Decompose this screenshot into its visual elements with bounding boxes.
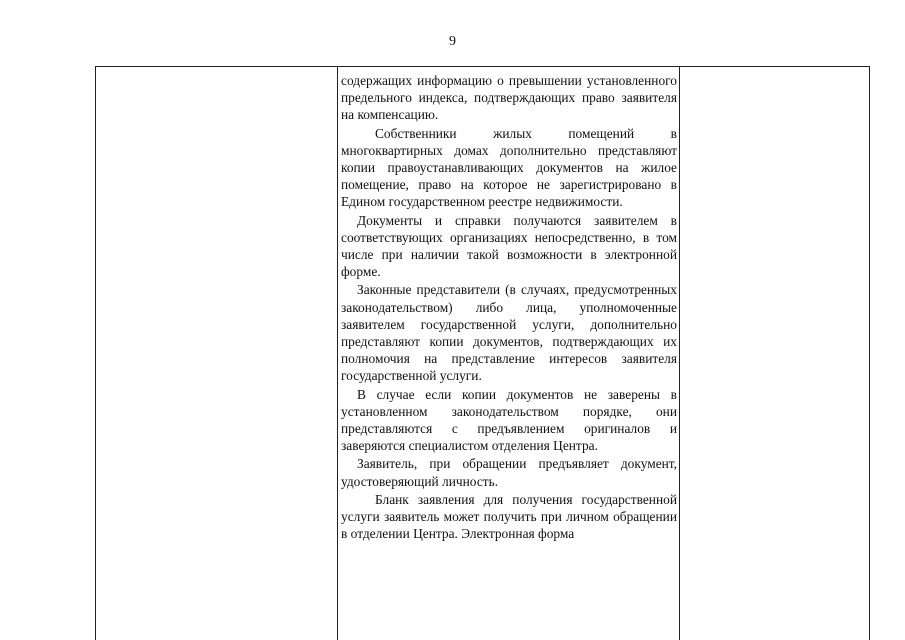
table-cell-middle [341, 72, 677, 543]
paragraph-identity: Заявитель, при обращении предъявляет документ, удостоверяющий личность. [341, 456, 677, 489]
paragraph-documents: Документы и справки получаются заявителем в соответствующих организациях непосредственно, в том числе при наличии такой возможности в электронной форме. [341, 212, 677, 280]
paragraph-representatives: Законные представители (в случаях, предусмотренных законодательством) либо лица, уполномоченные заявителем государственной услуги, дополнительно представляют копии документов, подтверждающих их полномочия на представление интересов заявителя государственной услуги. [341, 282, 677, 384]
table-column-divider-left [337, 67, 338, 640]
table-column-divider-right [679, 67, 680, 640]
document-table [95, 66, 870, 640]
paragraph-owners: Собственники жилых помещений в многоквартирных домах дополнительно представляют копии правоустанавливающих документов на жилое помещение, право на которое не зарегистрировано в Едином государственном реестре недвижимости. [341, 125, 677, 210]
paragraph-application-form: Бланк заявления для получения государственной услуги заявитель может получить при личном обращении в отделении Центра. Электронная форма [341, 491, 677, 542]
page-number: 9 [449, 34, 456, 49]
paragraph-certification: В случае если копии документов не заверены в установленном законодательством порядке, они представляются с предъявлением оригиналов и заверяются специалистом отделения Центра. [341, 386, 677, 454]
paragraph-continuation: содержащих информацию о превышении установленного предельного индекса, подтверждающих право заявителя на компенсацию. [341, 73, 677, 123]
